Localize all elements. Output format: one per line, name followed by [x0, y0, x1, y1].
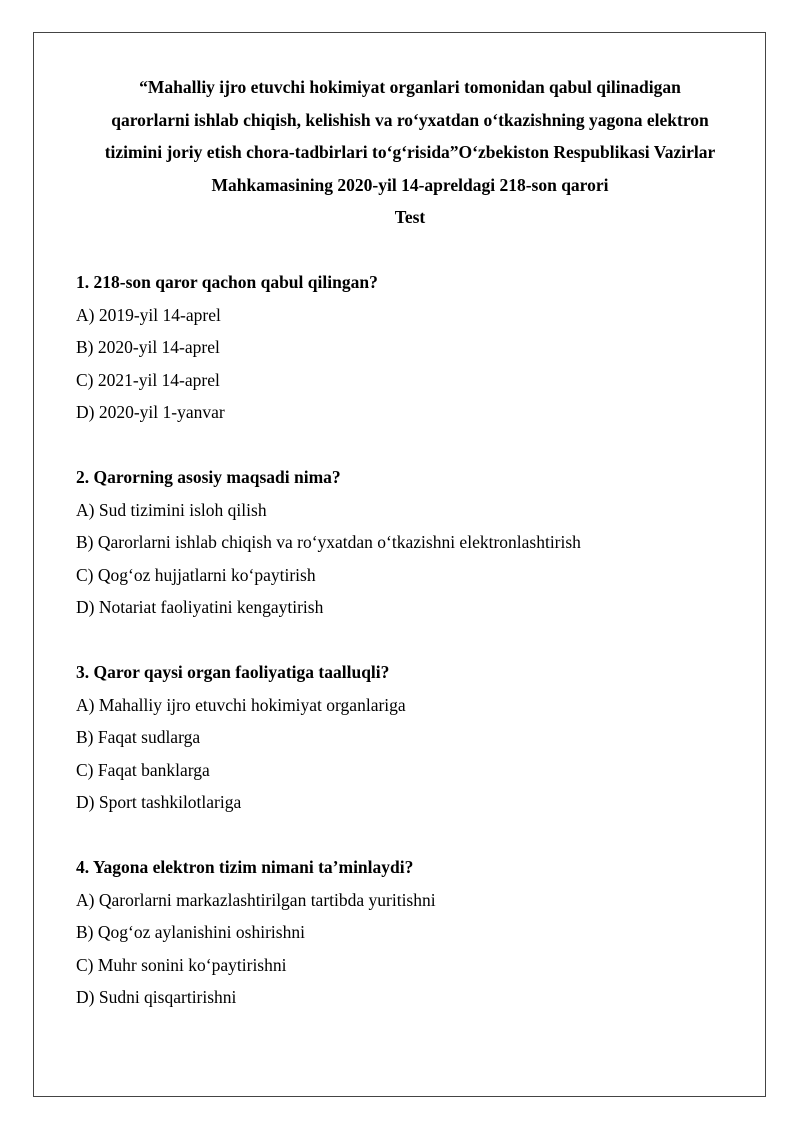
answer-option-c: C) Muhr sonini ko‘paytirishni	[76, 954, 287, 975]
document-subtitle: Test	[394, 207, 426, 227]
answer-option-d: D) 2020-yil 1-yanvar	[76, 402, 225, 422]
question-text: 1. 218-son qaror qachon qabul qilingan?	[76, 272, 378, 292]
title-line: “Mahalliy ijro etuvchi hokimiyat organlari tomonidan qabul qilinadigan	[139, 77, 681, 97]
answer-option-d: D) Notariat faoliyatini kengaytirish	[76, 597, 324, 617]
question-3	[76, 656, 756, 819]
answer-option-d: D) Sport tashkilotlariga	[76, 792, 242, 812]
document-title	[60, 71, 760, 234]
answer-option-c: C) 2021-yil 14-aprel	[76, 369, 220, 390]
question-text: 2. Qarorning asosiy maqsadi nima?	[76, 467, 341, 487]
question-text: 4. Yagona elektron tizim nimani ta’minlaydi?	[76, 857, 414, 877]
answer-option-b: B) Qog‘oz aylanishini oshirishni	[76, 922, 305, 942]
answer-option-b: B) Qarorlarni ishlab chiqish va ro‘yxatdan o‘tkazishni elektronlashtirish	[76, 532, 581, 552]
answer-option-d: D) Sudni qisqartirishni	[76, 987, 237, 1007]
answer-option-c: C) Faqat banklarga	[76, 759, 210, 780]
answer-option-c: C) Qog‘oz hujjatlarni ko‘paytirish	[76, 564, 316, 585]
answer-option-a: A) Qarorlarni markazlashtirilgan tartibda yuritishni	[76, 889, 436, 910]
question-4	[76, 851, 756, 1014]
answer-option-a: A) Mahalliy ijro etuvchi hokimiyat organlariga	[76, 694, 406, 715]
answer-option-b: B) Faqat sudlarga	[76, 727, 201, 747]
title-line: qarorlarni ishlab chiqish, kelishish va ro‘yxatdan o‘tkazishning yagona elektron	[111, 109, 709, 130]
title-line: Mahkamasining 2020-yil 14-apreldagi 218-son qarori	[211, 174, 609, 195]
question-text: 3. Qaror qaysi organ faoliyatiga taalluqli?	[76, 662, 390, 682]
answer-option-b: B) 2020-yil 14-aprel	[76, 337, 220, 357]
answer-option-a: A) Sud tizimini isloh qilish	[76, 499, 267, 520]
title-line: tizimini joriy etish chora-tadbirlari to‘g‘risida”O‘zbekiston Respublikasi Vazirlar	[104, 142, 716, 162]
question-2	[76, 461, 756, 624]
answer-option-a: A) 2019-yil 14-aprel	[76, 304, 221, 325]
question-list	[76, 266, 756, 1046]
question-1	[76, 266, 756, 429]
